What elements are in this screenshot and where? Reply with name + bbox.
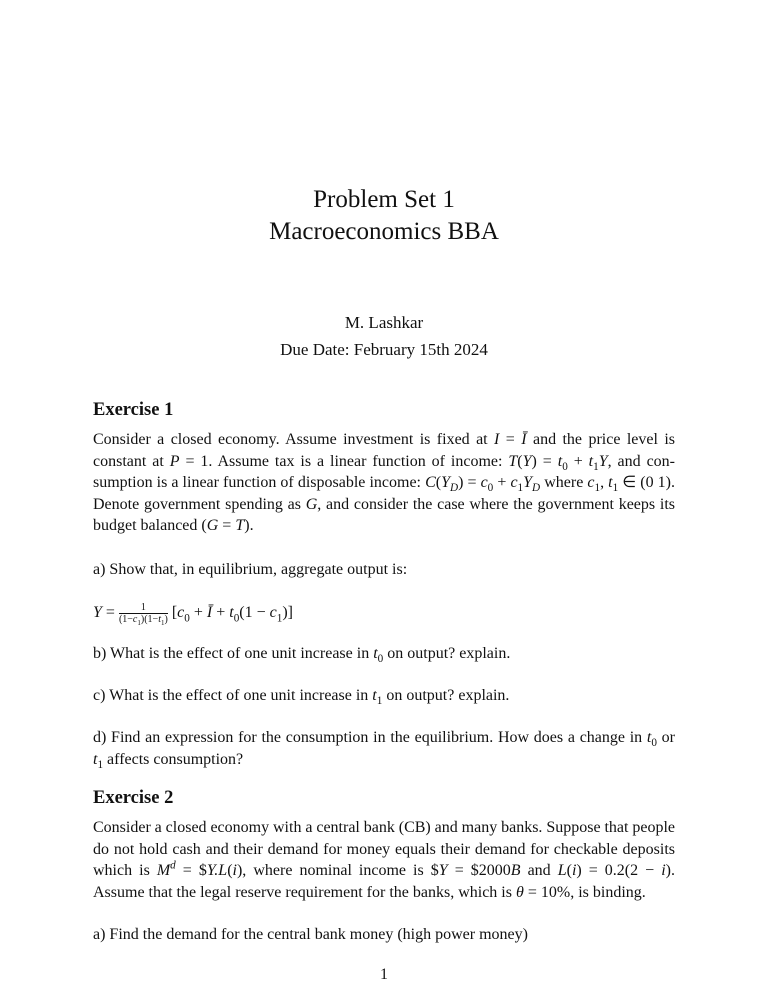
exercise2-question-a: a) Find the demand for the central bank money (high power money) — [93, 926, 528, 943]
exercise1-question-a: a) Show that, in equilibrium, aggregate output is: — [93, 561, 408, 578]
title-line2: Macroeconomics BBA — [269, 218, 499, 245]
exercise2-heading: Exercise 2 — [93, 788, 174, 808]
title-line1: Problem Set 1 — [313, 186, 455, 213]
exercise1-para-line: sumption is a linear function of disposable income: $C(Y_D) = c_0 + c_1Y_D$ where $c_1$, $t_1$ ∈ (0 1). — [93, 474, 676, 495]
exercise1-question-c: c) What is the effect of one unit increase in $t_1$ on output? explain. — [93, 687, 510, 708]
exercise2-para-line: Consider a closed economy with a central bank (CB) and many banks. Suppose that people — [93, 819, 675, 836]
exercise1-para-line: Consider a closed economy. Assume investment is fixed at I = Ī and the price level is — [93, 431, 676, 448]
author: M. Lashkar — [344, 313, 424, 332]
exercise1-para-line: constant at P = 1. Assume tax is a linear function of income: $T(Y) = t_0 + t_1Y$, and con- — [93, 453, 676, 474]
exercise1-question-d: d) Find an expression for the consumption in the equilibrium. How does a change in $t_0$ or — [93, 729, 676, 750]
due-date: Due Date: February 15th 2024 — [280, 340, 488, 359]
exercise1-equation: Y = $\frac{1}{(1-c_1)(1-t_1)}$ [$c_0$ + Ī + $t_0(1 - c_1)$] — [93, 602, 293, 627]
exercise1-question-b: b) What is the effect of one unit increase in $t_0$ on output? explain. — [93, 645, 511, 666]
exercise1-question-d: $t_1$ affects consumption? — [93, 751, 244, 772]
exercise2-para-line: do not hold cash and their demand for money equals their demand for checkable deposits — [93, 841, 675, 858]
exercise1-heading: Exercise 1 — [93, 400, 174, 420]
page-number: 1 — [380, 966, 388, 983]
exercise2-para-line: Assume that the legal reserve requirement for the banks, which is θ = 10%, is binding. — [93, 884, 646, 901]
exercise2-para-line: which is $M^d$ = $Y.L(i), where nominal income is $Y = $2000B and L(i) = 0.2(2 − i). — [93, 859, 675, 879]
exercise1-para-line: budget balanced (G = T). — [93, 517, 254, 534]
exercise1-para-line: Denote government spending as G, and consider the case where the government keeps its — [93, 496, 675, 513]
